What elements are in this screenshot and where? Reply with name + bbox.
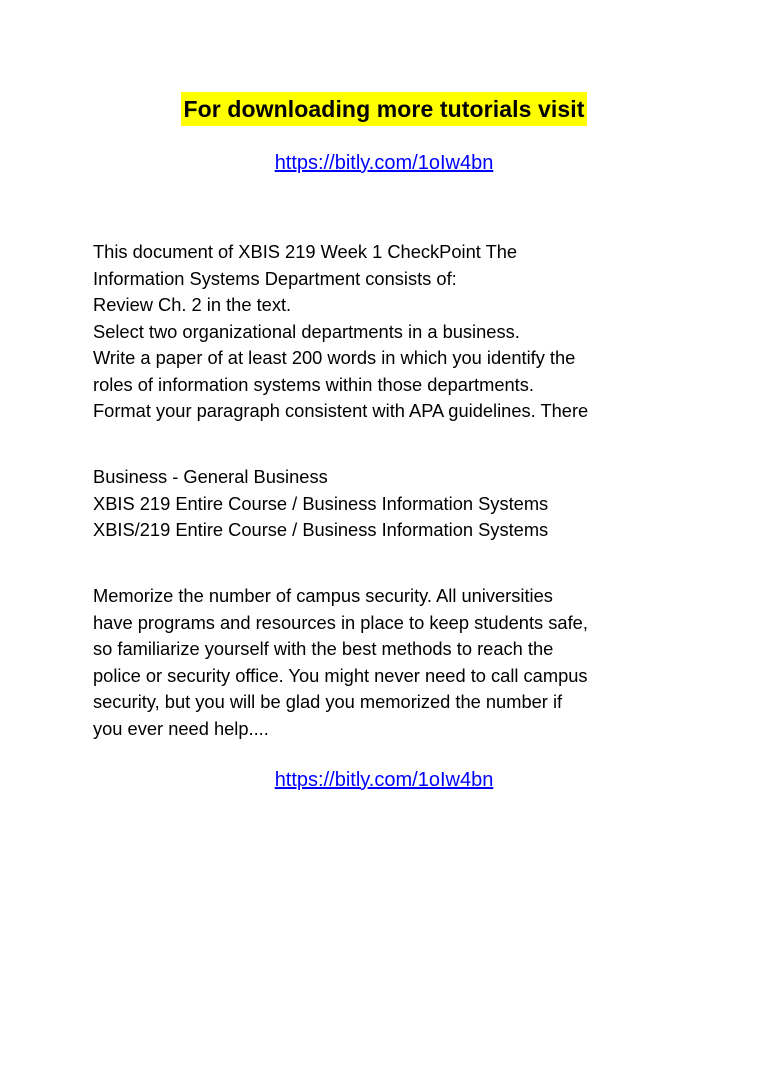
description-line: This document of XBIS 219 Week 1 CheckPoint The [93,241,518,262]
advice-paragraph [93,583,713,742]
page-heading: For downloading more tutorials visit [181,92,586,126]
advice-line: have programs and resources in place to keep students safe, [93,611,588,633]
description-paragraph [93,239,713,425]
category-line: XBIS 219 Entire Course / Business Information Systems [93,492,549,514]
advice-line: so familiarize yourself with the best methods to reach the [93,638,554,659]
advice-line: you ever need help.... [93,717,269,739]
advice-line: Memorize the number of campus security. All universities [93,585,553,606]
tutorial-link-bottom[interactable]: https://bitly.com/1oIw4bn [274,769,494,791]
description-line: Information Systems Department consists of: [93,267,457,289]
tutorial-link-top[interactable]: https://bitly.com/1oIw4bn [274,152,494,174]
description-line: Write a paper of at least 200 words in which you identify the [93,347,576,368]
description-line: Format your paragraph consistent with APA guidelines. There [93,400,589,421]
advice-line: security, but you will be glad you memorized the number if [93,691,563,712]
description-line: Select two organizational departments in a business. [93,320,520,342]
category-line: Business - General Business [93,466,328,487]
heading-container [0,92,768,126]
advice-line: police or security office. You might never need to call campus [93,664,588,686]
description-line: Review Ch. 2 in the text. [93,294,292,315]
description-line: roles of information systems within those departments. [93,373,534,395]
categories-paragraph [93,464,713,544]
category-line: XBIS/219 Entire Course / Business Information Systems [93,519,549,540]
